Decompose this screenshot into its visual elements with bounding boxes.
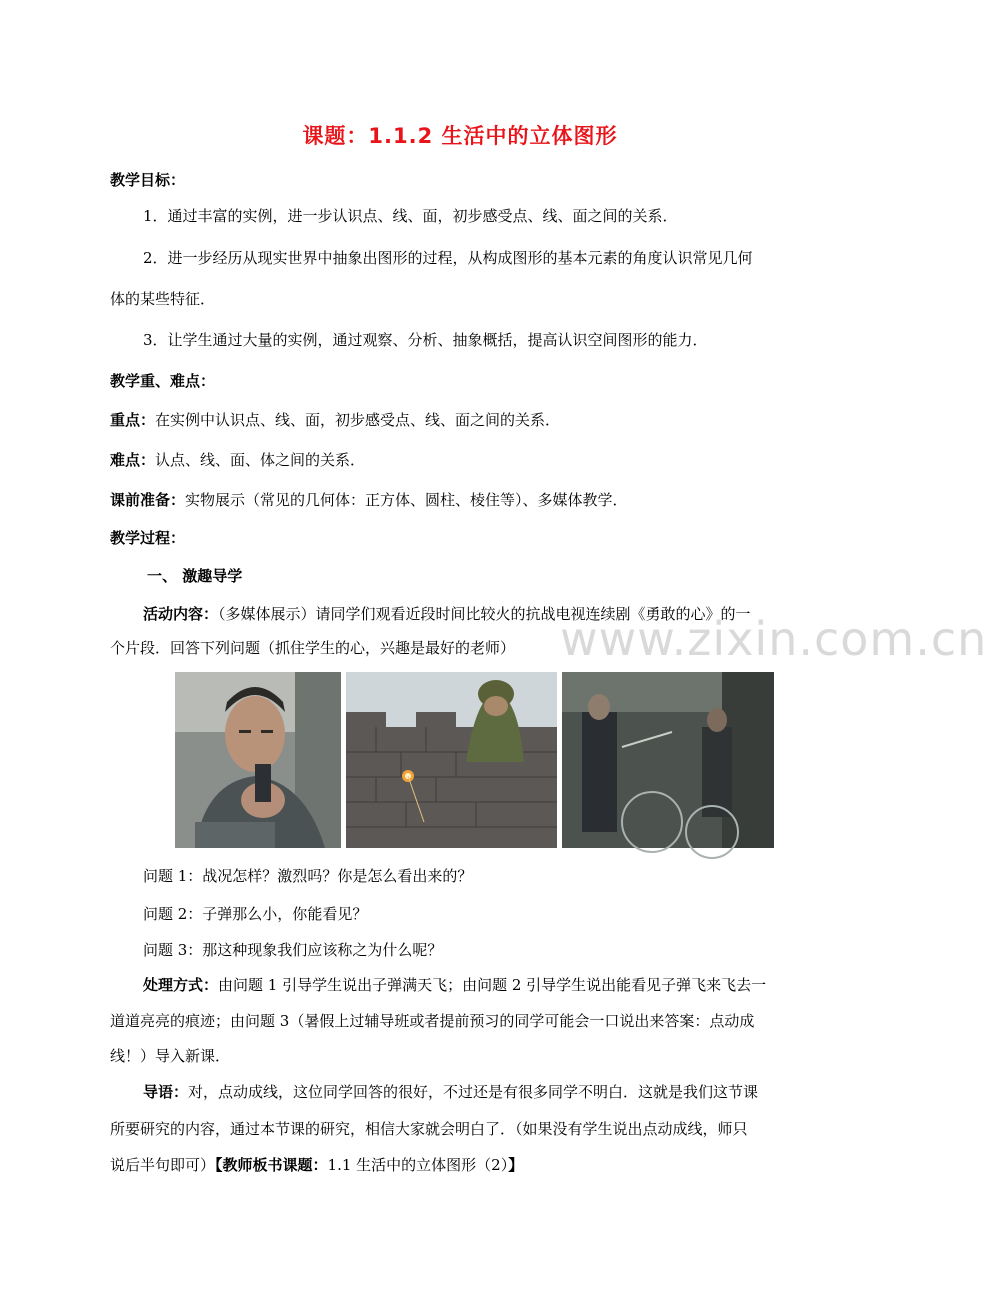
activity-text-1: （多媒体展示）请同学们观看近段时间比较火的抗战电视连续剧《勇敢的心》的一: [218, 605, 751, 623]
activity-line1: [143, 604, 751, 624]
key-points-heading: 教学重、难点：: [110, 372, 216, 390]
objective-3: 3．让学生通过大量的实例，通过观察、分析、抽象概括，提高认识空间图形的能力．: [143, 331, 708, 349]
objectives-heading: 教学目标：: [110, 171, 186, 189]
question-1: 问题 1：战况怎样？激烈吗？你是怎么看出来的？: [143, 867, 473, 885]
key-point-label: 重点：: [110, 411, 156, 429]
difficult-point-text: 认点、线、面、体之间的关系．: [155, 451, 366, 469]
tv-still-street-scene: [562, 672, 774, 848]
question-2: 问题 2：子弹那么小，你能看见？: [143, 905, 368, 923]
objective-2-line1: 2．进一步经历从现实世界中抽象出图形的过程，从构成图形的基本元素的角度认识常见几何: [143, 249, 753, 267]
guide-line2: 所要研究的内容，通过本节课的研究，相信大家就会明白了．（如果没有学生说出点动成线，师只: [110, 1120, 748, 1138]
question-3: 问题 3：那这种现象我们应该称之为什么呢？: [143, 941, 443, 959]
activity-label: 活动内容：: [143, 605, 219, 623]
lesson-title: 课题：1.1.2 生活中的立体图形: [302, 124, 618, 148]
board-text: 1.1 生活中的立体图形（2）: [327, 1156, 509, 1174]
handling-line1: [143, 975, 766, 995]
activity-line2: 个片段．回答下列问题（抓住学生的心，兴趣是最好的老师）: [110, 639, 516, 657]
section-1-heading: 一、 激趣导学: [147, 567, 243, 585]
guide-text-3: 说后半句即可）: [110, 1156, 216, 1174]
process-heading: 教学过程：: [110, 529, 186, 547]
watermark: www.zixin.com.cn: [560, 612, 987, 666]
board-label: 【教师板书课题：: [215, 1156, 328, 1174]
key-point-text: 在实例中认识点、线、面，初步感受点、线、面之间的关系．: [155, 411, 561, 429]
guide-label: 导语：: [143, 1083, 189, 1101]
board-close: 】: [508, 1156, 524, 1174]
handling-line3: 线！）导入新课．: [110, 1047, 231, 1065]
difficult-point-line: [110, 450, 365, 470]
preparation-text: 实物展示（常见的几何体：正方体、圆柱、棱住等）、多媒体教学．: [185, 491, 628, 509]
preparation-line: [110, 490, 628, 510]
preparation-label: 课前准备：: [110, 491, 186, 509]
key-point-line: [110, 410, 560, 430]
tv-still-soldier-on-wall: [346, 672, 557, 848]
objective-1: 1．通过丰富的实例，进一步认识点、线、面，初步感受点、线、面之间的关系．: [143, 207, 678, 225]
guide-line1: [143, 1082, 758, 1102]
tv-still-man-with-pistol: [175, 672, 341, 848]
handling-line2: 道道亮亮的痕迹；由问题 3（暑假上过辅导班或者提前预习的同学可能会一口说出来答案：点动成: [110, 1012, 755, 1030]
handling-text-1: 由问题 1 引导学生说出子弹满天飞；由问题 2 引导学生说出能看见子弹飞来飞去一: [218, 976, 767, 994]
guide-text-1: 对，点动成线，这位同学回答的很好，不过还是有很多同学不明白．这就是我们这节课: [188, 1083, 759, 1101]
guide-line3: [110, 1155, 523, 1175]
objective-2-line2: 体的某些特征．: [110, 290, 216, 308]
difficult-point-label: 难点：: [110, 451, 156, 469]
handling-label: 处理方式：: [143, 976, 219, 994]
